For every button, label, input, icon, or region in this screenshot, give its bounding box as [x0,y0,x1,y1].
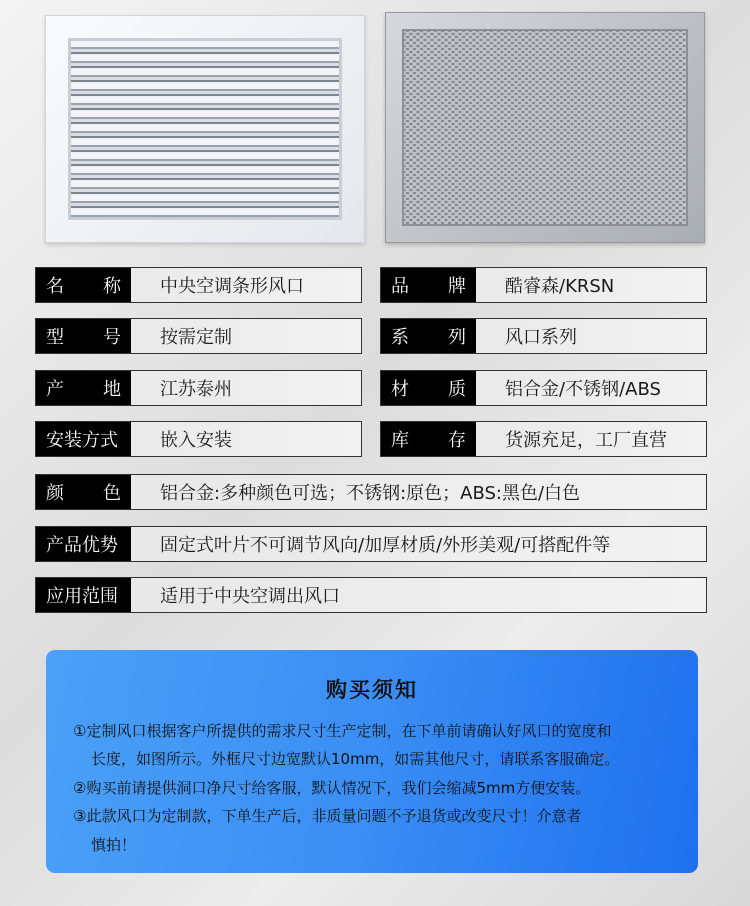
spec-label-char: 颜 [46,483,64,504]
spec-label-char: 称 [103,276,121,297]
spec-label-char: 名 [46,276,64,297]
spec-value: 铝合金:多种颜色可选；不锈钢:原色；ABS:黑色/白色 [160,483,581,504]
spec-row [380,318,707,354]
purchase-notice [46,650,698,873]
spec-value: 江苏泰州 [160,379,232,400]
spec-value: 按需定制 [160,327,232,348]
notice-line: ③此款风口为定制款，下单生产后，非质量问题不予退货或改变尺寸！介意者 [73,807,582,825]
notice-title: 购买须知 [326,678,418,702]
spec-label-char: 系 [391,327,409,348]
spec-label-char: 地 [103,379,121,400]
spec-label-char: 牌 [448,276,466,297]
spec-label-char: 型 [46,327,64,348]
spec-label [381,371,476,405]
spec-label-char: 质 [448,379,466,400]
spec-label-char: 色 [103,483,121,504]
spec-label: 产品优势 [36,527,131,561]
spec-row [35,526,707,562]
spec-value: 风口系列 [505,327,577,348]
spec-label-char: 产 [46,379,64,400]
spec-row [380,421,707,457]
spec-label: 应用范围 [36,578,131,612]
spec-label-char: 库 [391,430,409,451]
spec-row [35,474,707,510]
spec-label [36,319,131,353]
perforated-grille-photo [385,12,705,243]
linear-grille-photo [45,15,365,243]
spec-label [381,422,476,456]
spec-value: 货源充足，工厂直营 [505,430,667,451]
spec-value: 固定式叶片不可调节风向/加厚材质/外形美观/可搭配件等 [160,535,611,556]
spec-label [381,319,476,353]
notice-line: 长度，如图所示。外框尺寸边宽默认10mm，如需其他尺寸，请联系客服确定。 [91,750,620,768]
spec-label-char: 号 [103,327,121,348]
spec-label-char: 品 [391,276,409,297]
spec-label [36,268,131,302]
spec-row [35,421,362,457]
spec-label-char: 列 [448,327,466,348]
spec-row [35,318,362,354]
spec-row [35,370,362,406]
spec-row [35,577,707,613]
notice-line: ①定制风口根据客户所提供的需求尺寸生产定制，在下单前请确认好风口的宽度和 [73,722,612,740]
spec-label [36,371,131,405]
spec-value: 酷睿森/KRSN [505,276,615,297]
spec-row [35,267,362,303]
spec-value: 适用于中央空调出风口 [160,586,340,607]
spec-label [36,475,131,509]
notice-line: ②购买前请提供洞口净尺寸给客服，默认情况下，我们会缩减5mm方便安装。 [73,779,591,797]
spec-value: 铝合金/不锈钢/ABS [505,379,661,400]
spec-label: 安装方式 [36,422,131,456]
spec-label-char: 存 [448,430,466,451]
spec-row [380,370,707,406]
spec-row [380,267,707,303]
spec-value: 中央空调条形风口 [160,276,304,297]
notice-line: 慎拍！ [91,836,137,854]
spec-value: 嵌入安装 [160,430,232,451]
spec-label-char: 材 [391,379,409,400]
spec-label [381,268,476,302]
